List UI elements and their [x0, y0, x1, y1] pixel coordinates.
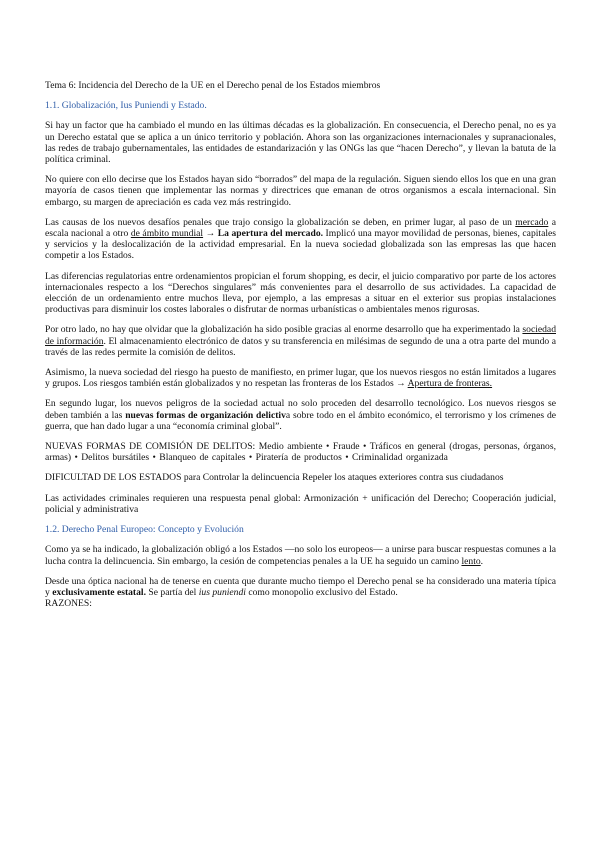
text-run: . [480, 555, 484, 567]
paragraph-12 [45, 576, 556, 610]
paragraph-9: DIFICULTAD DE LOS ESTADOS para Controlar la delincuencia Repeler los ataques exteriores contra sus ciudadanos [45, 472, 504, 484]
text-run: como monopolio exclusivo del Estado. [245, 586, 398, 598]
paragraph-8: NUEVAS FORMAS DE COMISIÓN DE DELITOS: Medio ambiente • Fraude • Tráficos en general (drogas, personas, órganos, armas) • Delitos bursátiles • Blanqueo de capitales • Piratería de productos • Criminalidad organizada [45, 441, 556, 464]
text-run: Por otro lado, no hay que olvidar que la globalización ha sido posible gracias al enorme desarrollo que ha experimentado la [45, 324, 523, 336]
paragraph-11 [45, 544, 556, 566]
paragraph-4: Las diferencias regulatorias entre ordenamientos propician el forum shopping, es decir, el juicio comparativo por parte de los actores internacionales respecto a los “Derechos singulares” más convenientes para el desarrollo de sus actividades. La capacidad de elección de un ordenamiento entre muchos lleva, por ejemplo, a las empresas a situar en el exterior sus propias instalaciones productivas para disminuir los costes laborales o disfrutar de normas urbanísticas o ambientales menos rigurosas. [45, 270, 556, 316]
text-run: . El almacenamiento electrónico de datos y su transferencia en milésimas de segundo de una a otra parte del mundo a través de las redes permite la comisión de delitos. [45, 335, 556, 358]
underlined-text: mercado [515, 216, 549, 228]
text-run: a sobre todo en el ámbito económico, el terrorismo y los crímenes de guerra, que han dado lugar a una “economía criminal global”. [45, 409, 556, 432]
underlined-text: Apertura de fronteras. [407, 378, 493, 390]
underlined-text: de ámbito mundial [130, 228, 204, 240]
text-run: En segundo lugar, los nuevos peligros de la sociedad actual no solo proceden del desarrollo tecnológico. Los nuevos riesgos se deben también a las [45, 398, 556, 421]
text-run: Las causas de los nuevos desafíos penales que trajo consigo la globalización se deben, en primer lugar, al paso de un [45, 216, 516, 228]
underlined-text: lento [461, 555, 481, 567]
underlined-text: sociedad de información [45, 324, 556, 347]
paragraph-2: No quiere con ello decirse que los Estados hayan sido “borrados” del mapa de la regulación. Siguen siendo ellos los que en una gran mayoría de casos tienen que implementar las normas y directrices que emanan de otros organismos a escala internacional. Sin embargo, su margen de apreciación es cada vez más restringido. [45, 174, 556, 208]
paragraph-10: Las actividades criminales requieren una respuesta penal global: Armonización + unificación del Derecho; Cooperación judicial, policial y administrativa [45, 492, 556, 515]
paragraph-3 [45, 217, 556, 262]
paragraph-7 [45, 398, 556, 432]
text-run: Desde una óptica nacional ha de tenerse en cuenta que durante mucho tiempo el Derecho penal se ha considerado una materia típica y [45, 575, 556, 598]
italic-text: ius puniendi [198, 586, 246, 598]
section-heading-1-2: 1.2. Derecho Penal Europeo: Concepto y Evolución [45, 524, 244, 536]
text-run: Asimismo, la nueva sociedad del riesgo ha puesto de manifiesto, en primer lugar, que los nuevos riesgos no están limitados a lugares y grupos. Los riesgos también están globalizados y no respetan las fronteras de los Estados → [45, 367, 556, 390]
page-title: Tema 6: Incidencia del Derecho de la UE en el Derecho penal de los Estados miembros [45, 80, 381, 91]
text-run: a escala nacional a otro [45, 216, 556, 240]
paragraph-1: Si hay un factor que ha cambiado el mundo en las últimas décadas es la globalización. En consecuencia, el Derecho penal, no es ya un Derecho estatal que se aplica a un único territorio y población. Ahora son las organizaciones internacionales y supranacionales, las redes de trabajo gubernamentales, las entidades de estandarización y las ONGs las que “hacen Derecho”, y llevan la batuta de la política criminal. [45, 120, 556, 166]
document-page [45, 80, 556, 618]
arrow-text: → [203, 228, 218, 240]
text-run: Se partía del [146, 586, 199, 598]
bold-text: La apertura del mercado. [217, 228, 324, 240]
text-run: Como ya se ha indicado, la globalización obligó a los Estados —no solo los europeos— a unirse para buscar respuestas comunes a la lucha contra la delincuencia. Sin embargo, la cesión de competencias penales a la UE ha seguido un camino [45, 544, 556, 567]
text-run: Implicó una mayor movilidad de personas, bienes, capitales y servicios y la deslocalización de la actividad empresarial. En la nueva sociedad globalizada son las empresas las que hacen competir a los Estados. [45, 228, 556, 262]
paragraph-5 [45, 324, 556, 358]
paragraph-6 [45, 367, 556, 389]
text-run: RAZONES: [45, 598, 92, 610]
bold-text: nuevas formas de organización delictiv [125, 409, 286, 421]
section-heading-1-1: 1.1. Globalización, Ius Puniendi y Estado. [45, 100, 207, 112]
bold-text: exclusivamente estatal. [52, 586, 146, 598]
